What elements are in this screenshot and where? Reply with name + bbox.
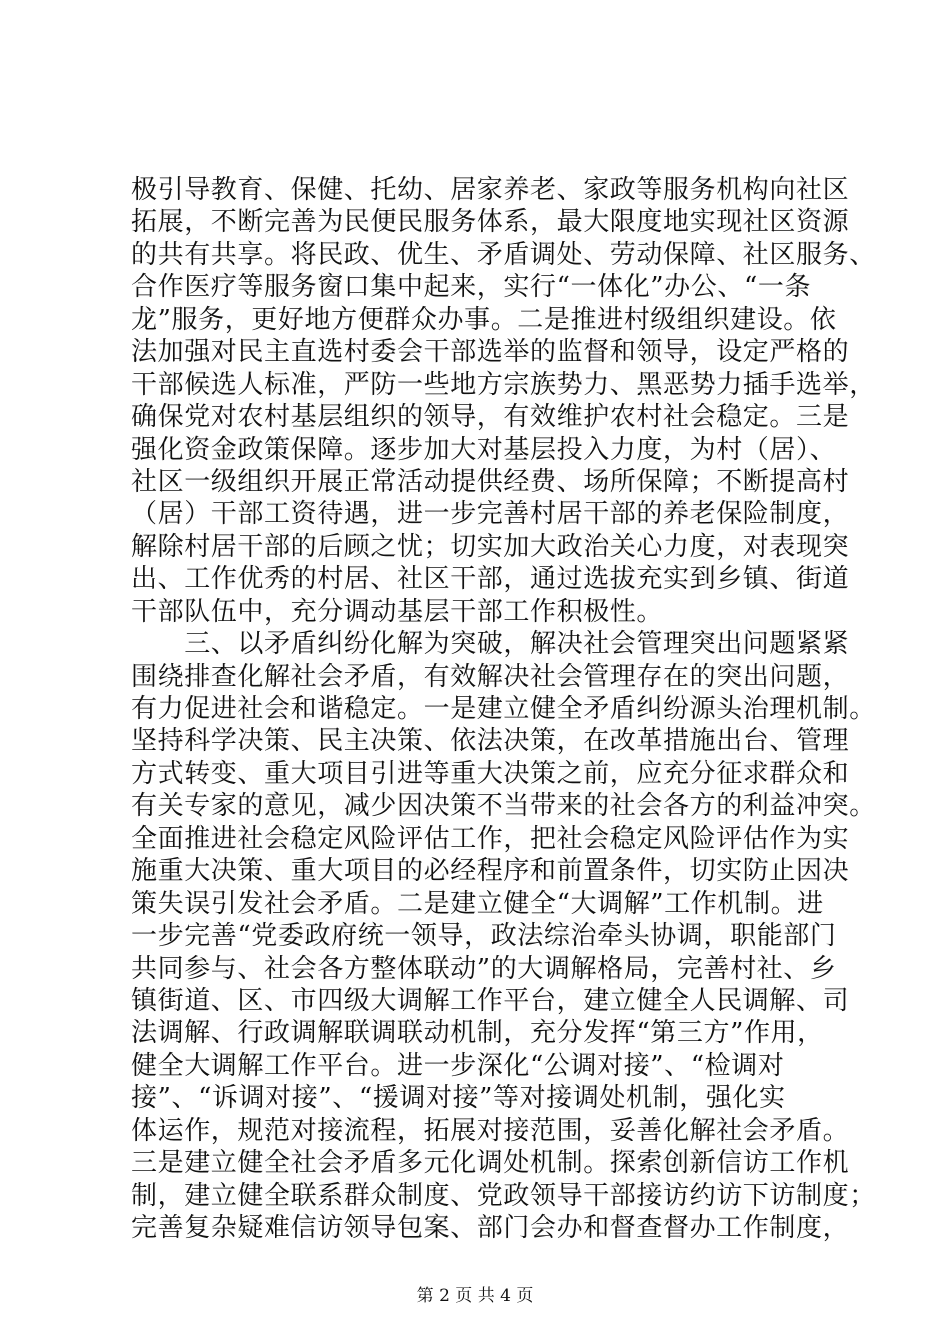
text-line: 社区一级组织开展正常活动提供经费、场所保障；不断提高村 (131, 466, 850, 497)
text-line: 三是建立健全社会矛盾多元化调处机制。探索创新信访工作机 (131, 1148, 850, 1179)
text-line: 合作医疗等服务窗口集中起来，实行“一体化”办公、“一条 (131, 272, 812, 303)
text-line: 共同参与、社会各方整体联动”的大调解格局，完善村社、乡 (131, 953, 837, 984)
text-line: 的共有共享。将民政、优生、矛盾调处、劳动保障、社区服务、 (131, 239, 876, 270)
text-line: 有力促进社会和谐稳定。一是建立健全矛盾纠纷源头治理机制。 (131, 694, 876, 724)
text-line: 围绕排查化解社会矛盾，有效解决社会管理存在的突出问题， (131, 661, 850, 692)
text-line: 完善复杂疑难信访领导包案、部门会办和督查督办工作制度， (131, 1213, 850, 1243)
text-line: 接”、“诉调对接”、“援调对接”等对接调处机制，强化实 (131, 1083, 786, 1114)
text-line: 方式转变、重大项目引进等重大决策之前，应充分征求群众和 (131, 758, 850, 789)
text-line: 策失误引发社会矛盾。二是建立健全“大调解”工作机制。进 (131, 888, 824, 919)
text-line: 极引导教育、保健、托幼、居家养老、家政等服务机构向社区 (131, 175, 850, 205)
text-line: 解除村居干部的后顾之忧；切实加大政治关心力度，对表现突 (131, 531, 850, 562)
text-line: 确保党对农村基层组织的领导，有效维护农村社会稳定。三是 (131, 402, 850, 433)
text-line: 法加强对民主直选村委会干部选举的监督和领导，设定严格的 (131, 337, 850, 368)
text-line: 制，建立健全联系群众制度、党政领导干部接访约访下访制度； (131, 1180, 876, 1211)
text-line: 出、工作优秀的村居、社区干部，通过选拔充实到乡镇、街道 (131, 564, 850, 595)
text-line: 拓展，不断完善为民便民服务体系，最大限度地实现社区资源 (131, 207, 850, 238)
body-text (131, 174, 876, 1244)
text-line: 全面推进社会稳定风险评估工作，把社会稳定风险评估作为实 (131, 823, 850, 854)
text-line: 镇街道、区、市四级大调解工作平台，建立健全人民调解、司 (131, 985, 850, 1016)
text-line: 施重大决策、重大项目的必经程序和前置条件，切实防止因决 (131, 856, 850, 887)
text-line: （居）干部工资待遇，进一步完善村居干部的养老保险制度， (131, 499, 850, 530)
text-line: 干部队伍中，充分调动基层干部工作积极性。 (131, 596, 664, 627)
text-line: 健全大调解工作平台。进一步深化“公调对接”、“检调对 (131, 1050, 785, 1081)
text-line: 坚持科学决策、民主决策、依法决策，在改革措施出台、管理 (131, 726, 850, 757)
text-line: 干部候选人标准，严防一些地方宗族势力、黑恶势力插手选举， (131, 369, 876, 400)
text-line: 三、以矛盾纠纷化解为突破，解决社会管理突出问题紧紧 (131, 629, 850, 660)
text-line: 法调解、行政调解联调联动机制，充分发挥“第三方”作用， (131, 1018, 824, 1049)
text-line: 有关专家的意见，减少因决策不当带来的社会各方的利益冲突。 (131, 791, 876, 822)
text-line: 体运作，规范对接流程，拓展对接范围，妥善化解社会矛盾。 (131, 1115, 850, 1146)
text-line: 龙”服务，更好地方便群众办事。二是推进村级组织建设。依 (131, 304, 837, 335)
text-line: 强化资金政策保障。逐步加大对基层投入力度，为村（居）、 (131, 434, 837, 465)
text-line: 一步完善“党委政府统一领导，政法综治牵头协调，职能部门 (131, 921, 837, 952)
page-footer: 第 2 页 共 4 页 (416, 1286, 534, 1306)
